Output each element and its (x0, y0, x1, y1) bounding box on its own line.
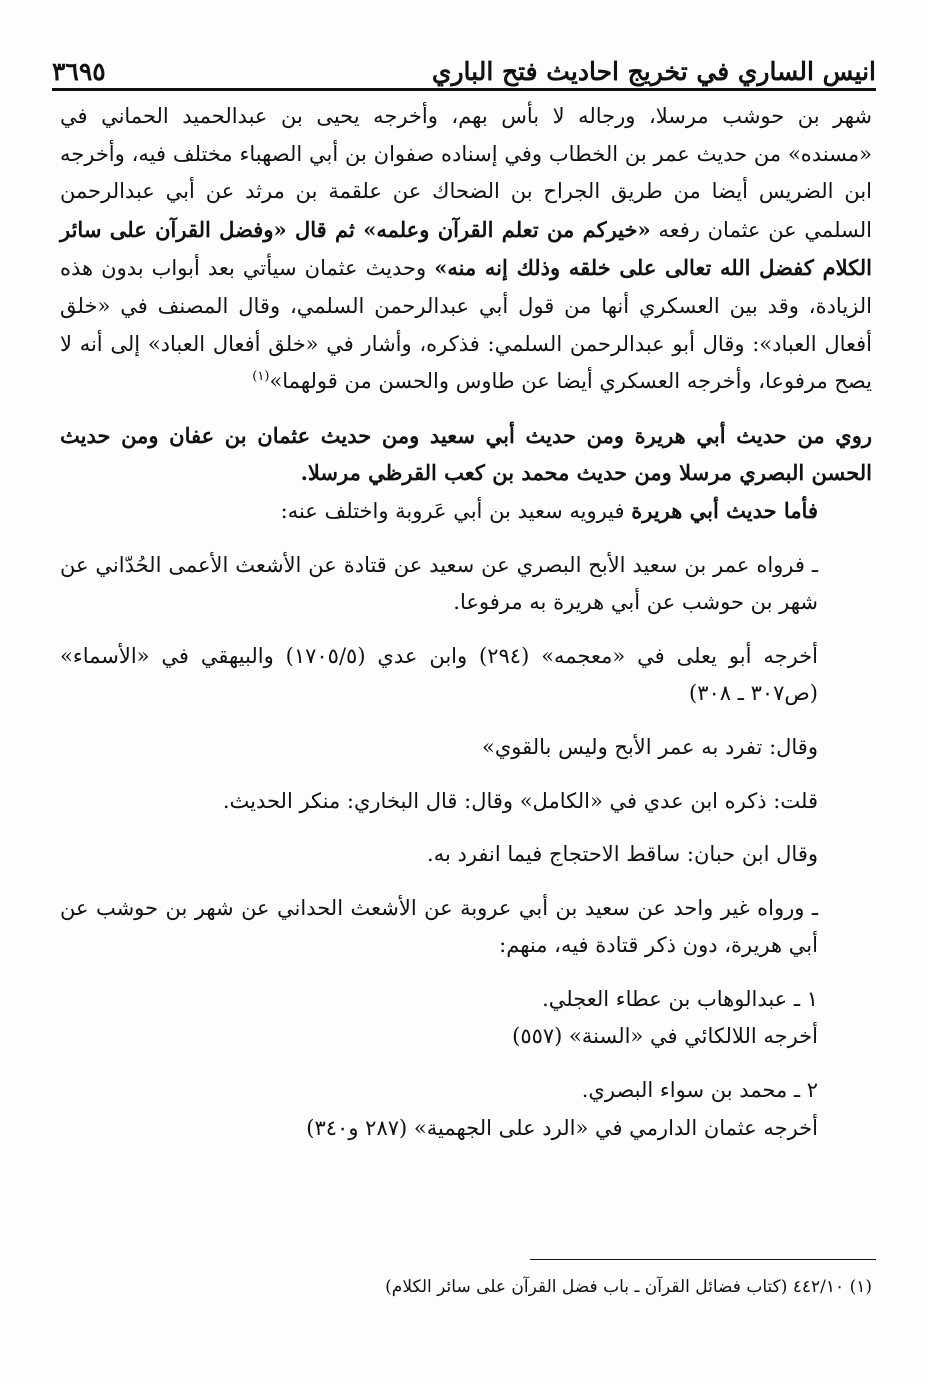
takhrij-one: أخرجه أبو يعلى في «معجمه» (٢٩٤) وابن عدي (١٧٠٥/٥) والبيهقي في «الأسماء» (ص٣٠٧ ـ ٣٠٨) (60, 643, 819, 706)
lead-bold: فأما حديث أبي هريرة (631, 497, 818, 523)
footnote: (١) ٤٤٢/١٠ (كتاب فضائل القرآن ـ باب فضل القرآن على سائر الكلام) (385, 1277, 872, 1297)
book-title: انيس الساري في تخريج احاديث فتح الباري (431, 57, 876, 86)
footnote-rule (530, 1259, 876, 1260)
text-segment: شهر بن حوشب مرسلا، ورجاله لا بأس بهم، وأخرجه يحيى بن عبدالحميد الحماني في «مسنده» من حديث عمر بن الخطاب وفي إسناده صفوان بن أبي الصهباء مختلف فيه، وأخرجه ابن الضريس أيضا من طريق الجراح بن الضحاك عن علقمة بن مرثد عن أبي عبدالرحمن السلمي عن عثمان رفعه (60, 104, 872, 242)
section-intro: روي من حديث أبي هريرة ومن حديث أبي سعيد ومن حديث عثمان بن عفان ومن حديث الحسن البصري مرسلا ومن حديث محمد بن كعب القرظي مرسلا. (60, 422, 872, 486)
list-item-1: ١ ـ عبدالوهاب بن عطاء العجلي. (542, 986, 818, 1011)
route-two: ـ ورواه غير واحد عن سعيد بن أبي عروبة عن الأشعث الحداني عن شهر بن حوشب عن أبي هريرة، دون ذكر قتادة فيه، منهم: (60, 895, 818, 958)
running-header (52, 40, 876, 84)
route-one: ـ فرواه عمر بن سعيد الأبح البصري عن سعيد عن قتادة عن الأشعث الأعمى الحُدّاني عن شهر بن حوشب عن أبي هريرة به مرفوعا. (60, 552, 818, 615)
hadith-quote-bold: «خيركم من تعلم القرآن وعلمه» ثم قال «وفضل القرآن على سائر الكلام كفضل الله تعالى على خلقه وذلك إنه منه» (60, 216, 872, 281)
lead-rest: فيرويه سعيد بن أبي عَروبة واختلف عنه: (280, 498, 632, 523)
ibn-hibban: وقال ابن حبان: ساقط الاحتجاج فيما انفرد به. (427, 842, 818, 867)
text-segment: وحديث عثمان سيأتي بعد أبواب بدون هذه الزيادة، وقد بين العسكري أنها من قول أبي عبدالرحمن السلمي، وقال المصنف في «خلق أفعال العباد»: وقال أبو عبدالرحمن السلمي: فذكره، وأشار في «خلق أفعال العباد» إلى أنه لا يصح مرفوعا، وأخرجه العسكري أيضا عن طاوس والحسن من قولهما» (60, 256, 872, 394)
header-rule (52, 88, 876, 91)
said-one: وقال: تفرد به عمر الأبح وليس بالقوي» (482, 734, 818, 759)
main-text (60, 98, 872, 1147)
footnote-marker: (١) (252, 369, 270, 385)
paragraph-continuation (60, 98, 872, 401)
list-item-1-takhrij: أخرجه اللالكائي في «السنة» (٥٥٧) (512, 1024, 818, 1049)
page-number: ٣٦٩٥ (52, 57, 106, 86)
qultu: قلت: ذكره ابن عدي في «الكامل» وقال: قال البخاري: منكر الحديث. (222, 788, 818, 813)
list-item-2: ٢ ـ محمد بن سواء البصري. (581, 1078, 818, 1103)
list-item-2-takhrij: أخرجه عثمان الدارمي في «الرد على الجهمية» (٢٨٧ و٣٤٠) (306, 1115, 818, 1140)
abu-hurayra-lead (60, 492, 872, 531)
